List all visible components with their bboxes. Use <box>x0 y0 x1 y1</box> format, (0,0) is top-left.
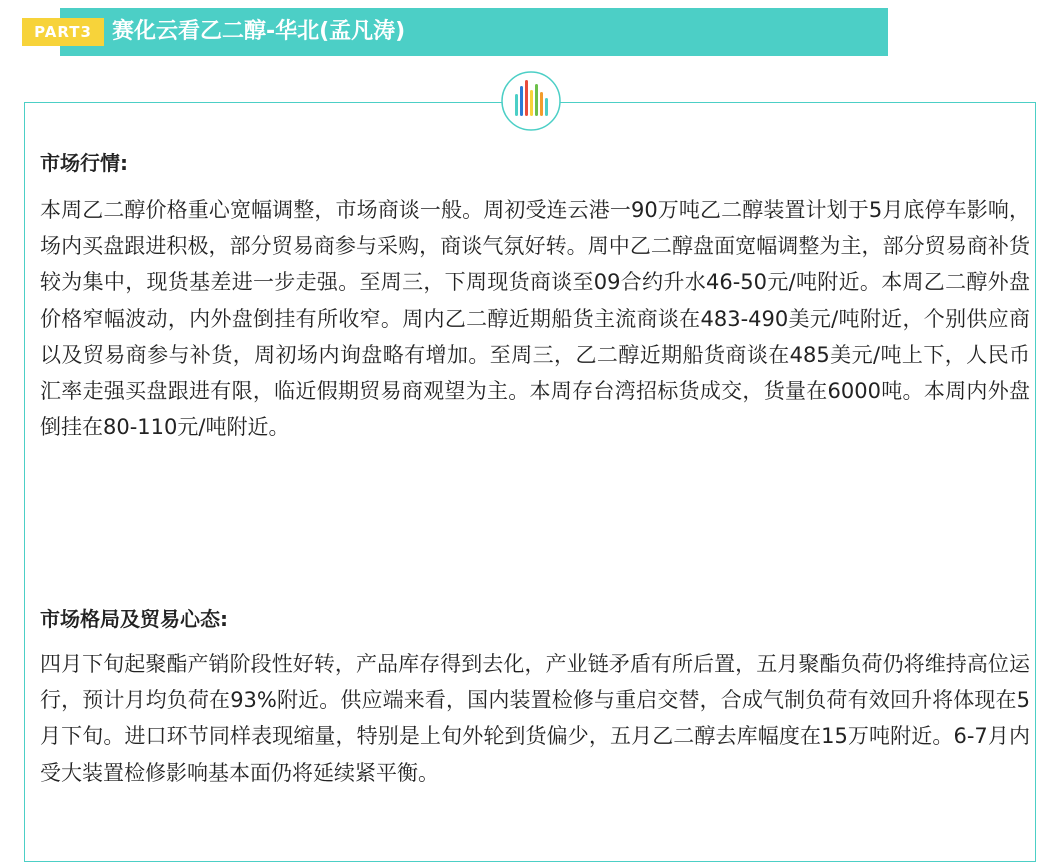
market-heading: 市场行情: <box>40 151 128 175</box>
bar-logo-icon <box>500 70 562 132</box>
pattern-heading: 市场格局及贸易心态: <box>40 607 228 631</box>
part-badge: PART3 <box>22 18 104 46</box>
pattern-paragraph: 四月下旬起聚酯产销阶段性好转，产品库存得到去化，产业链矛盾有所后置，五月聚酯负荷仍将维持高位运行，预计月均负荷在93%附近。供应端来看，国内装置检修与重启交替，合成气制负荷有效回升将体现在5月下旬。进口环节同样表现缩量，特别是上旬外轮到货偏少，五月乙二醇去库幅度在15万吨附近。6-7月内受大装置检修影响基本面仍将延续紧平衡。 <box>40 652 1030 785</box>
market-paragraph: 本周乙二醇价格重心宽幅调整，市场商谈一般。周初受连云港一90万吨乙二醇装置计划于5月底停车影响，场内买盘跟进积极，部分贸易商参与采购，商谈气氛好转。周中乙二醇盘面宽幅调整为主，部分贸易商补货较为集中，现货基差进一步走强。至周三，下周现货商谈至09合约升水46-50元/吨附近。本周乙二醇外盘价格窄幅波动，内外盘倒挂有所收窄。周内乙二醇近期船货主流商谈在483-490美元/吨附近，个别供应商以及贸易商参与补货，周初场内询盘略有增加。至周三，乙二醇近期船货商谈在485美元/吨上下，人民币汇率走强买盘跟进有限，临近假期贸易商观望为主。本周存台湾招标货成交，货量在6000吨。本周内外盘倒挂在80-110元/吨附近。 <box>40 198 1030 440</box>
page-title: 赛化云看乙二醇-华北(孟凡涛) <box>112 19 406 44</box>
